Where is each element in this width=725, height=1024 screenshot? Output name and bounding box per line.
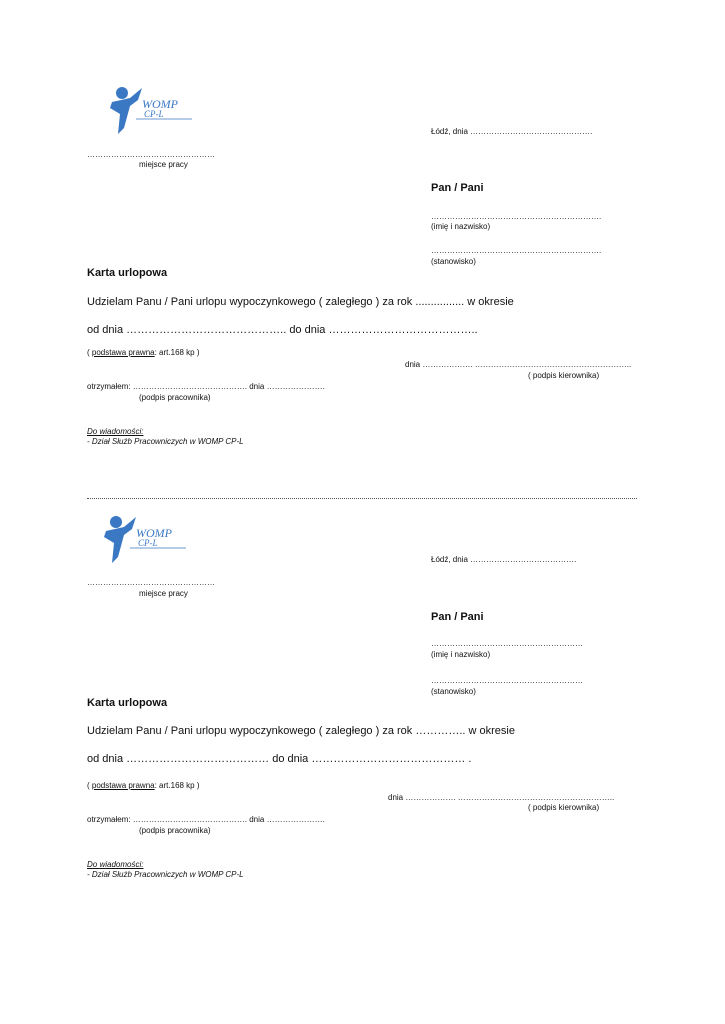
period-line: od dnia ………………………………… do dnia …………………………………… . [87,753,472,765]
notice-item: - Dział Służb Pracowniczych w WOMP CP-L [87,437,244,446]
legal-basis-rest: : art.168 kp ) [154,348,200,357]
manager-signature-label: ( podpis kierownika) [528,371,600,380]
womp-logo [102,513,192,565]
city-date: Łódź, dnia ………………………………………. [431,127,593,136]
notice-item: - Dział Służb Pracowniczych w WOMP CP-L [87,870,244,879]
legal-basis [87,781,200,790]
notice-title: Do wiadomości: [87,427,144,436]
manager-date-signature[interactable]: dnia ………………. ………………………………………………….. [388,793,615,802]
svg-text:WOMP: WOMP [136,526,172,540]
received-line[interactable]: otrzymałem: ……………………………………. dnia …………………. [87,815,325,824]
position-field[interactable]: ………………………………………………… [431,676,583,685]
employee-signature-label: (podpis pracownika) [139,393,211,402]
svg-text:CP-L: CP-L [144,109,164,119]
grant-line: Udzielam Panu / Pani urlopu wypoczynkowego ( zaległego ) za rok ………….. w okresie [87,725,515,737]
svg-text:WOMP: WOMP [142,97,178,111]
svg-text:CP-L: CP-L [138,538,158,548]
name-label: (imię i nazwisko) [431,222,491,231]
city-date: Łódź, dnia …………………………………. [431,555,577,564]
addressee-heading: Pan / Pani [431,611,484,623]
card-title: Karta urlopowa [87,267,168,279]
workplace-field[interactable]: ………………………………………… [87,578,215,587]
name-field[interactable]: ………………………………………………………. [431,212,602,221]
legal-basis-open: ( [87,781,92,790]
position-label: (stanowisko) [431,687,476,696]
legal-basis-open: ( [87,348,92,357]
name-field[interactable]: ………………………………………………… [431,639,583,648]
name-label: (imię i nazwisko) [431,650,491,659]
womp-logo [108,84,198,136]
card-title: Karta urlopowa [87,697,168,709]
manager-signature-label: ( podpis kierownika) [528,803,600,812]
notice-title: Do wiadomości: [87,860,144,869]
workplace-label: miejsce pracy [139,160,188,169]
workplace-field[interactable]: ………………………………………… [87,150,215,159]
addressee-heading: Pan / Pani [431,182,484,194]
position-label: (stanowisko) [431,257,476,266]
legal-basis [87,348,200,357]
period-line: od dnia …………………………………….. do dnia ………………………………….. [87,324,478,336]
legal-basis-label: podstawa prawna [91,781,155,790]
cut-line-divider [87,498,637,499]
received-line[interactable]: otrzymałem: ……………………………………. dnia …………………. [87,382,325,391]
legal-basis-label: podstawa prawna [91,348,155,357]
grant-line: Udzielam Panu / Pani urlopu wypoczynkowego ( zaległego ) za rok ................ w okresie [87,296,514,308]
manager-date-signature[interactable]: dnia ………………. ………………………………………………….. [405,360,632,369]
legal-basis-rest: : art.168 kp ) [154,781,200,790]
workplace-label: miejsce pracy [139,589,188,598]
employee-signature-label: (podpis pracownika) [139,826,211,835]
position-field[interactable]: ………………………………………………………. [431,246,602,255]
